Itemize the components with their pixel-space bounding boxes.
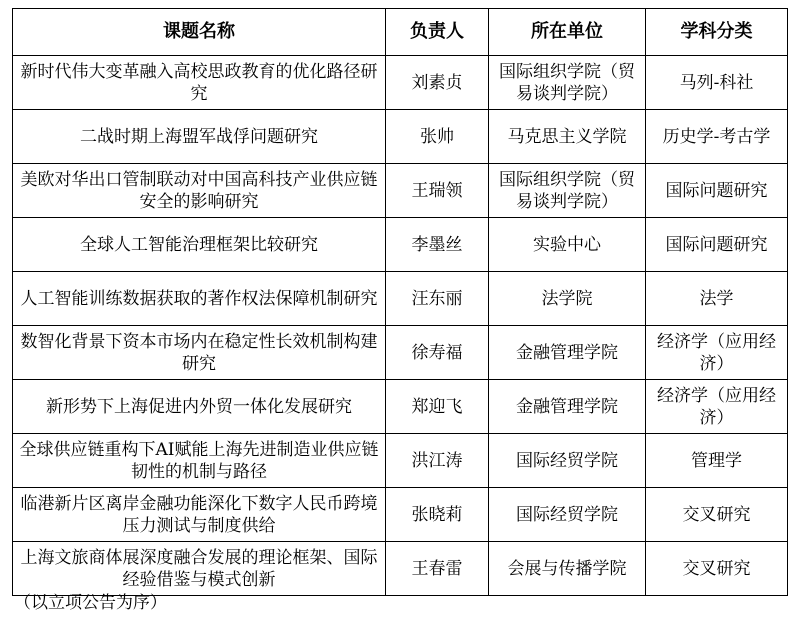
cell-project-name: 上海文旅商体展深度融合发展的理论框架、国际经验借鉴与模式创新 — [13, 542, 386, 596]
header-principal: 负责人 — [386, 9, 489, 56]
cell-discipline: 交叉研究 — [646, 542, 788, 596]
cell-principal: 张帅 — [386, 110, 489, 164]
cell-department: 国际经贸学院 — [489, 488, 646, 542]
cell-department: 金融管理学院 — [489, 380, 646, 434]
cell-project-name: 全球人工智能治理框架比较研究 — [13, 218, 386, 272]
table-row — [13, 218, 788, 272]
cell-department: 马克思主义学院 — [489, 110, 646, 164]
cell-principal: 徐寿福 — [386, 326, 489, 380]
cell-discipline: 国际问题研究 — [646, 218, 788, 272]
table-row — [13, 110, 788, 164]
cell-project-name: 新形势下上海促进内外贸一体化发展研究 — [13, 380, 386, 434]
cell-principal: 汪东丽 — [386, 272, 489, 326]
table-row — [13, 434, 788, 488]
cell-project-name: 美欧对华出口管制联动对中国高科技产业供应链安全的影响研究 — [13, 164, 386, 218]
cell-project-name: 临港新片区离岸金融功能深化下数字人民币跨境压力测试与制度供给 — [13, 488, 386, 542]
project-table — [12, 8, 788, 596]
table-row — [13, 56, 788, 110]
table-row — [13, 272, 788, 326]
cell-discipline: 历史学-考古学 — [646, 110, 788, 164]
table-row — [13, 488, 788, 542]
cell-department: 实验中心 — [489, 218, 646, 272]
cell-project-name: 新时代伟大变革融入高校思政教育的优化路径研究 — [13, 56, 386, 110]
cell-department: 会展与传播学院 — [489, 542, 646, 596]
cell-project-name: 二战时期上海盟军战俘问题研究 — [13, 110, 386, 164]
cell-project-name: 数智化背景下资本市场内在稳定性长效机制构建研究 — [13, 326, 386, 380]
cell-department: 国际组织学院（贸易谈判学院） — [489, 164, 646, 218]
table-row — [13, 326, 788, 380]
cell-principal: 刘素贞 — [386, 56, 489, 110]
cell-discipline: 国际问题研究 — [646, 164, 788, 218]
table-row — [13, 164, 788, 218]
cell-principal: 王春雷 — [386, 542, 489, 596]
project-list-sheet — [12, 8, 787, 596]
header-project-name: 课题名称 — [13, 9, 386, 56]
cell-principal: 郑迎飞 — [386, 380, 489, 434]
table-row — [13, 542, 788, 596]
cell-project-name: 全球供应链重构下AI赋能上海先进制造业供应链韧性的机制与路径 — [13, 434, 386, 488]
table-header-row — [13, 9, 788, 56]
cell-discipline: 经济学（应用经济） — [646, 380, 788, 434]
table-row — [13, 380, 788, 434]
cell-principal: 洪江涛 — [386, 434, 489, 488]
cell-discipline: 法学 — [646, 272, 788, 326]
header-department: 所在单位 — [489, 9, 646, 56]
cell-project-name: 人工智能训练数据获取的著作权法保障机制研究 — [13, 272, 386, 326]
cell-department: 国际经贸学院 — [489, 434, 646, 488]
cell-principal: 张晓莉 — [386, 488, 489, 542]
cell-discipline: 交叉研究 — [646, 488, 788, 542]
ordering-footnote: （以立项公告为序） — [14, 593, 167, 613]
cell-department: 法学院 — [489, 272, 646, 326]
cell-discipline: 管理学 — [646, 434, 788, 488]
cell-department: 金融管理学院 — [489, 326, 646, 380]
header-discipline: 学科分类 — [646, 9, 788, 56]
cell-principal: 李墨丝 — [386, 218, 489, 272]
cell-discipline: 马列-科社 — [646, 56, 788, 110]
cell-department: 国际组织学院（贸易谈判学院） — [489, 56, 646, 110]
cell-principal: 王瑞领 — [386, 164, 489, 218]
cell-discipline: 经济学（应用经济） — [646, 326, 788, 380]
